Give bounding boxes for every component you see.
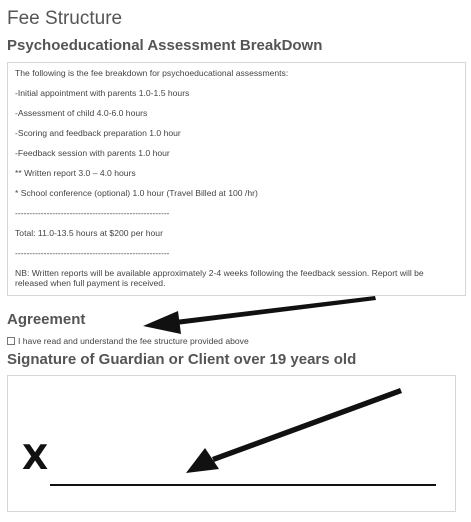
fee-item-scoring: -Scoring and feedback preparation 1.0 hour: [15, 128, 181, 138]
fee-item-written-report: ** Written report 3.0 – 4.0 hours: [15, 168, 136, 178]
fee-intro-text: The following is the fee breakdown for psychoeducational assessments:: [15, 68, 289, 78]
fee-details-box[interactable]: [7, 62, 466, 296]
signature-pad[interactable]: [7, 375, 456, 512]
fee-total: Total: 11.0-13.5 hours at $200 per hour: [15, 228, 163, 238]
arrow-to-checkbox-icon: [143, 296, 376, 334]
signature-line: [50, 484, 436, 486]
agreement-checkbox-row[interactable]: [7, 335, 249, 347]
fee-item-assessment: -Assessment of child 4.0-6.0 hours: [15, 108, 148, 118]
fee-divider: ------------------------------------------------------: [15, 208, 170, 218]
signature-title: Signature of Guardian or Client over 19 years old: [7, 351, 357, 368]
fee-item-initial-appointment: -Initial appointment with parents 1.0-1.5 hours: [15, 88, 190, 98]
fee-divider: ------------------------------------------------------: [15, 248, 170, 258]
section-subtitle: Psychoeducational Assessment BreakDown: [7, 37, 323, 54]
agreement-title: Agreement: [7, 311, 86, 328]
agreement-checkbox[interactable]: [7, 337, 15, 345]
signature-x-mark: X: [22, 438, 49, 478]
page-title: Fee Structure: [7, 8, 123, 29]
fee-item-feedback-session: -Feedback session with parents 1.0 hour: [15, 148, 170, 158]
fee-note: NB: Written reports will be available approximately 2-4 weeks following the feedback session. Report will be released when full payment is received.: [15, 268, 424, 288]
fee-item-school-conference: * School conference (optional) 1.0 hour (Travel Billed at 100 /hr): [15, 188, 258, 198]
agreement-checkbox-label: I have read and understand the fee structure provided above: [18, 336, 249, 346]
